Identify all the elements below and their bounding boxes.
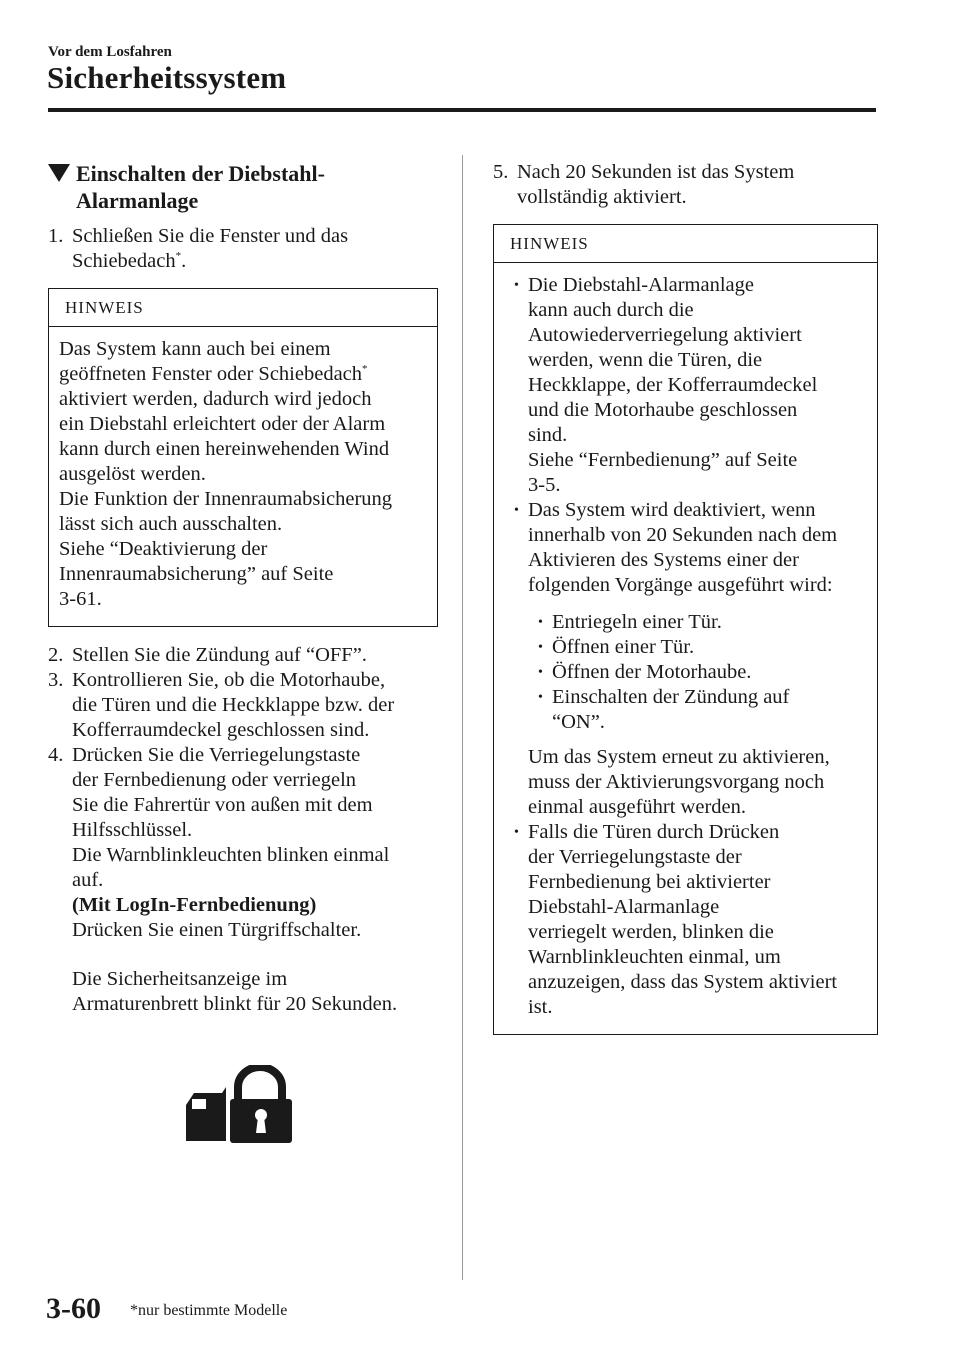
- note-line: Falls die Türen durch Drücken: [528, 821, 780, 843]
- note-line: kann auch durch die: [528, 299, 694, 321]
- step-text: Die Warnblinkleuchten blinken einmal: [72, 844, 390, 866]
- bullet-dot: •: [514, 278, 519, 293]
- note-line: Das System kann auch bei einem: [59, 338, 331, 360]
- step-text: vollständig aktiviert.: [517, 186, 687, 208]
- note-line: Warnblinkleuchten einmal, um: [528, 946, 781, 968]
- step-text-part: Schiebedach: [72, 250, 176, 272]
- note-line-part: geöffneten Fenster oder Schiebedach: [59, 363, 363, 385]
- note-line: innerhalb von 20 Sekunden nach dem: [528, 524, 838, 546]
- bullet-dot: •: [538, 665, 543, 680]
- step-2: [48, 643, 438, 668]
- step-text: die Türen und die Heckklappe bzw. der: [72, 694, 395, 716]
- step-text: Die Sicherheitsanzeige im: [72, 968, 288, 990]
- note-line: Entriegeln einer Tür.: [552, 611, 722, 633]
- section-heading-line: Einschalten der Diebstahl-: [76, 161, 325, 186]
- note-line: und die Motorhaube geschlossen: [528, 399, 798, 421]
- step-text: Hilfsschlüssel.: [72, 819, 193, 841]
- step-text: Armaturenbrett blinkt für 20 Sekunden.: [72, 993, 398, 1015]
- note-line: der Verriegelungstaste der: [528, 846, 742, 868]
- step-text: Kofferraumdeckel geschlossen sind.: [72, 719, 370, 741]
- footnote: *nur bestimmte Modelle: [130, 1302, 288, 1319]
- triangle-down-icon: [48, 164, 70, 182]
- note-line: Aktivieren des Systems einer der: [528, 549, 799, 571]
- page-number: 3-60: [46, 1292, 101, 1325]
- step-text: [72, 249, 438, 274]
- note-line: verriegelt werden, blinken die: [528, 921, 774, 943]
- breadcrumb: Vor dem Losfahren: [48, 44, 172, 60]
- note-line: Die Diebstahl-Alarmanlage: [528, 274, 754, 296]
- step-4: [48, 743, 438, 1017]
- note-line: kann durch einen hereinwehenden Wind: [59, 438, 390, 460]
- note-line: ist.: [528, 996, 553, 1018]
- note-line: 3-5.: [528, 474, 561, 496]
- step-subheading: (Mit LogIn-Fernbedienung): [72, 894, 317, 916]
- step-text: auf.: [72, 869, 104, 891]
- step-text: Kontrollieren Sie, ob die Motorhaube,: [72, 669, 386, 691]
- car-lock-icon: [182, 1065, 294, 1145]
- bullet-dot: •: [538, 615, 543, 630]
- step-3: [48, 668, 438, 743]
- note-line: Das System wird deaktiviert, wenn: [528, 499, 816, 521]
- note-body: [49, 327, 437, 626]
- right-column: [493, 160, 878, 1051]
- step-number: 5.: [493, 161, 509, 183]
- note-line: Um das System erneut zu aktivieren,: [528, 746, 830, 768]
- left-column: [48, 160, 438, 1017]
- step-text: der Fernbedienung oder verriegeln: [72, 769, 357, 791]
- note-line: ausgelöst werden.: [59, 463, 206, 485]
- note-bullet: [504, 820, 867, 1020]
- note-line: werden, wenn die Türen, die: [528, 349, 763, 371]
- note-line: muss der Aktivierungsvorgang noch: [528, 771, 825, 793]
- step-text: Sie die Fahrertür von außen mit dem: [72, 794, 373, 816]
- note-line: folgenden Vorgänge ausgeführt wird:: [528, 574, 833, 596]
- title-rule: [48, 108, 876, 112]
- note-bullet: [504, 498, 867, 820]
- section-heading-line: Alarmanlage: [76, 188, 199, 213]
- step-text: Nach 20 Sekunden ist das System: [517, 161, 795, 183]
- note-line: Siehe “Deaktivierung der: [59, 538, 268, 560]
- note-line: Siehe “Fernbedienung” auf Seite: [528, 449, 798, 471]
- sub-bullet: [528, 660, 867, 685]
- note-line: [59, 362, 427, 387]
- page-title: Sicherheitssystem: [47, 60, 287, 95]
- step-number: 2.: [48, 644, 64, 666]
- note-box: [493, 224, 878, 1035]
- step-number: 1.: [48, 225, 64, 247]
- note-box: [48, 288, 438, 627]
- note-line: Diebstahl-Alarmanlage: [528, 896, 720, 918]
- note-line: Die Funktion der Innenraumabsicherung: [59, 488, 393, 510]
- note-line: anzuzeigen, dass das System aktiviert: [528, 971, 838, 993]
- step-number: 4.: [48, 744, 64, 766]
- spacer: [72, 943, 438, 967]
- step-text: Drücken Sie die Verriegelungstaste: [72, 744, 361, 766]
- sub-bullet: [528, 635, 867, 660]
- step-text: Schließen Sie die Fenster und das: [72, 225, 349, 247]
- bullet-dot: •: [538, 690, 543, 705]
- note-line: Einschalten der Zündung auf: [552, 686, 790, 708]
- step-number: 3.: [48, 669, 64, 691]
- step-5: [493, 160, 878, 210]
- bullet-dot: •: [538, 640, 543, 655]
- sub-bullet: [528, 685, 867, 735]
- note-line: ein Diebstahl erleichtert oder der Alarm: [59, 413, 386, 435]
- note-body: [494, 263, 877, 1034]
- footnote-marker: *: [362, 363, 368, 376]
- note-line: Autowiederverriegelung aktiviert: [528, 324, 802, 346]
- note-line: einmal ausgeführt werden.: [528, 796, 747, 818]
- section-heading: [48, 160, 438, 214]
- note-bullet: [504, 273, 867, 498]
- step-text: Drücken Sie einen Türgriffschalter.: [72, 919, 362, 941]
- note-line: aktiviert werden, dadurch wird jedoch: [59, 388, 372, 410]
- bullet-dot: •: [514, 503, 519, 518]
- note-line: sind.: [528, 424, 568, 446]
- note-line: “ON”.: [552, 711, 605, 733]
- footnote-marker: *: [175, 250, 182, 263]
- note-line: 3-61.: [59, 588, 102, 610]
- note-line: Öffnen der Motorhaube.: [552, 661, 752, 683]
- sub-bullet: [528, 610, 867, 635]
- note-line: Fernbedienung bei aktivierter: [528, 871, 771, 893]
- step-text-part: .: [181, 250, 187, 272]
- note-title: HINWEIS: [494, 225, 877, 263]
- step-1: [48, 224, 438, 274]
- sub-bullet-list: [528, 610, 867, 735]
- note-title: HINWEIS: [49, 289, 437, 327]
- bullet-dot: •: [514, 825, 519, 840]
- step-text: Stellen Sie die Zündung auf “OFF”.: [72, 644, 367, 666]
- note-line: Heckklappe, der Kofferraumdeckel: [528, 374, 818, 396]
- column-divider: [462, 155, 463, 1280]
- note-line: lässt sich auch ausschalten.: [59, 513, 283, 535]
- note-line: Innenraumabsicherung” auf Seite: [59, 563, 334, 585]
- note-line: Öffnen einer Tür.: [552, 636, 695, 658]
